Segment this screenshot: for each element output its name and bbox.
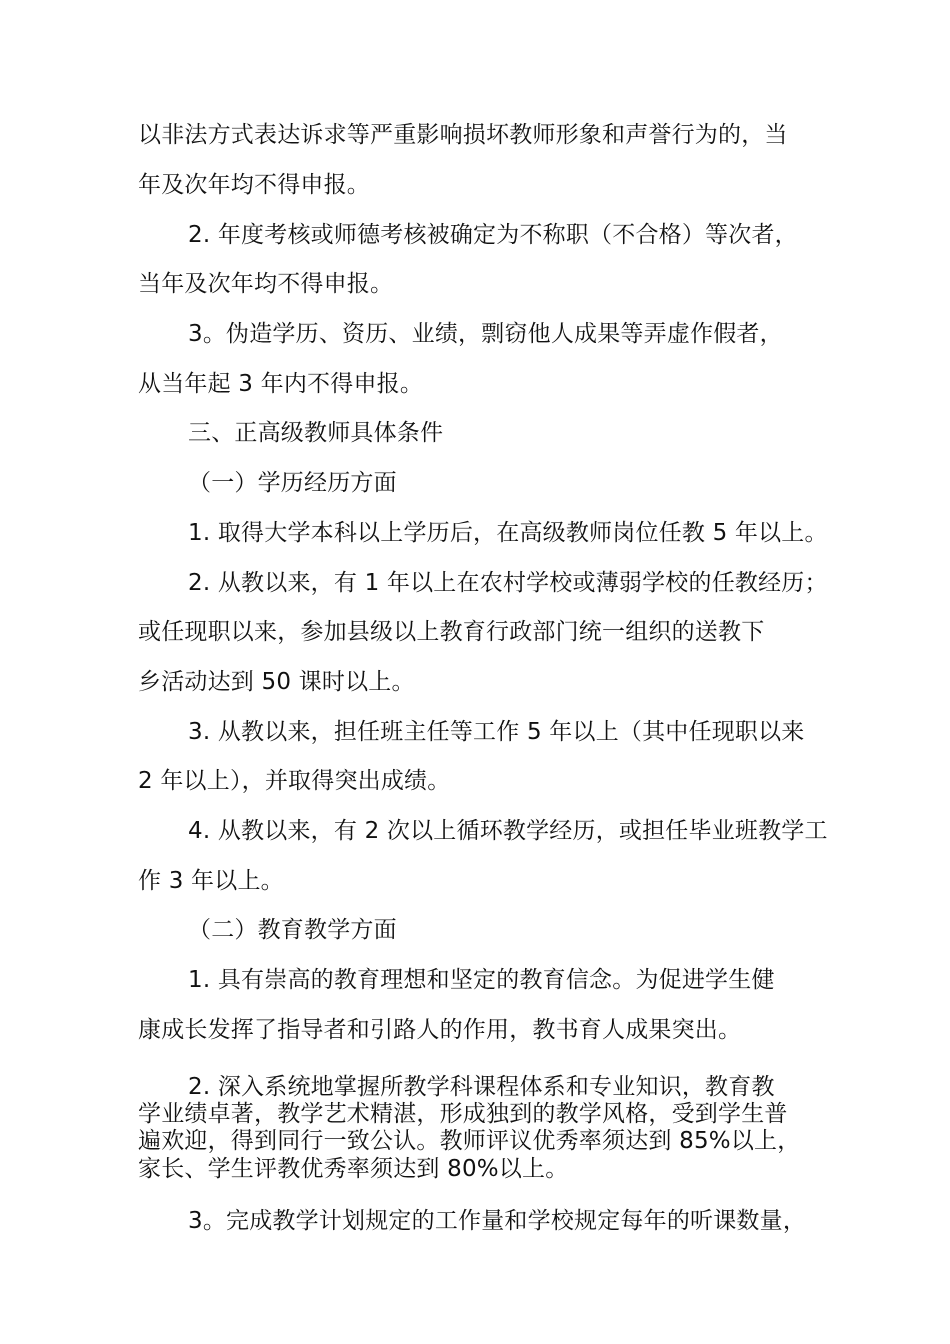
paragraph-line: 当年及次年均不得申报。 [138,271,394,297]
subsection-heading: （一）学历经历方面 [188,470,397,496]
list-item-line: 4. 从教以来，有 2 次以上循环教学经历，或担任毕业班教学工 [188,818,828,844]
list-item-line: 2. 深入系统地掌握所教学科课程体系和专业知识，教育教 [188,1074,775,1100]
list-item-line: 3。完成教学计划规定的工作量和学校规定每年的听课数量， [188,1208,807,1234]
list-item-line: 3。伪造学历、资历、业绩，剽窃他人成果等弄虚作假者， [188,321,783,347]
list-item-line: 2. 年度考核或师德考核被确定为不称职（不合格）等次者， [188,222,798,248]
paragraph-line: 从当年起 3 年内不得申报。 [138,371,424,397]
list-item-line: 1. 取得大学本科以上学历后，在高级教师岗位任教 5 年以上。 [188,520,828,546]
subsection-heading: （二）教育教学方面 [188,917,397,943]
list-item-line: 2. 从教以来，有 1 年以上在农村学校或薄弱学校的任教经历； [188,570,828,596]
paragraph-line: 年及次年均不得申报。 [138,172,370,198]
paragraph-line: 遍欢迎，得到同行一致公认。教师评议优秀率须达到 85%以上， [138,1128,801,1154]
section-heading: 三、正高级教师具体条件 [188,420,444,446]
paragraph-line: 2 年以上），并取得突出成绩。 [138,768,451,794]
paragraph-line: 家长、学生评教优秀率须达到 80%以上。 [138,1156,569,1182]
paragraph-line: 学业绩卓著，教学艺术精湛，形成独到的教学风格，受到学生普 [138,1101,788,1127]
paragraph-line: 乡活动达到 50 课时以上。 [138,669,415,695]
paragraph-line: 作 3 年以上。 [138,868,284,894]
paragraph-line: 或任现职以来，参加县级以上教育行政部门统一组织的送教下 [138,619,765,645]
list-item-line: 3. 从教以来，担任班主任等工作 5 年以上（其中任现职以来 [188,719,805,745]
paragraph-line: 康成长发挥了指导者和引路人的作用，教书育人成果突出。 [138,1017,742,1043]
paragraph-line: 以非法方式表达诉求等严重影响损坏教师形象和声誉行为的，当 [138,122,788,148]
list-item-line: 1. 具有崇高的教育理想和坚定的教育信念。为促进学生健 [188,967,775,993]
